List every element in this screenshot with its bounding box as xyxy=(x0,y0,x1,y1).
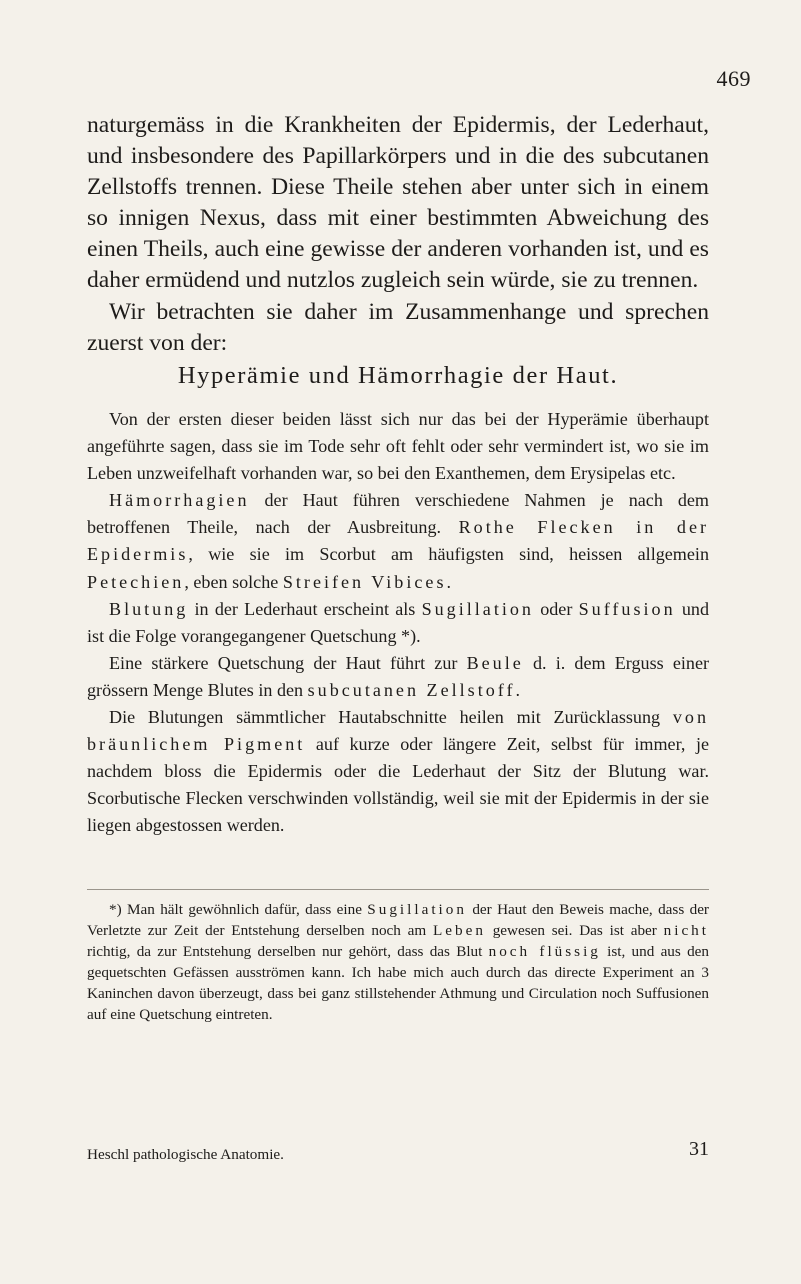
spaced-term: noch flüssig xyxy=(488,942,601,960)
spaced-term: von bräunlichem Pigment xyxy=(87,707,709,755)
spaced-term: subcutanen Zellstoff xyxy=(307,679,516,700)
section-body xyxy=(87,406,709,840)
body-paragraph: Blutung in der Lederhaut erscheint als Sugillation oder Suffusion und ist die Folge vorangegangener Quetschung *). xyxy=(87,598,709,646)
page-footer xyxy=(87,1138,709,1168)
spaced-term: Suffusion xyxy=(578,598,676,619)
section-heading: Hyperämie und Hämorrhagie der Haut. xyxy=(177,362,619,389)
spaced-term: Sugillation xyxy=(421,598,534,619)
body-paragraph: Von der ersten dieser beiden lässt sich nur das bei der Hyperämie überhaupt angeführte sagen, dass sie im Tode sehr oft fehlt oder sehr vermindert ist, wo sie im Leben unzweifelhaft vorhanden war, so bei den Exanthemen, dem Erysipelas etc. xyxy=(87,409,709,484)
spaced-term: Petechien xyxy=(87,571,185,592)
footnote-paragraph: *) Man hält gewöhnlich dafür, dass eine Sugillation der Haut den Beweis mache, dass der Verletzte zur Zeit der Entstehung derselben noch am Leben gewesen sei. Das ist aber nicht richtig, da zur Entstehung derselben nur gehört, dass das Blut noch flüssig ist, und aus den gequetschten Gefässen ausströmen kann. Ich habe mich auch durch das directe Experiment an 3 Kaninchen davon überzeugt, dass bei ganz stillstehender Athmung und Circulation noch Suffusionen auf eine Quetschung eintreten. xyxy=(87,901,709,1023)
spaced-term: Leben xyxy=(432,921,486,939)
footnote-divider xyxy=(87,889,709,890)
spaced-term: nicht xyxy=(663,921,709,939)
intro-paragraph: Wir betrachten sie daher im Zusammenhange und sprechen zuerst von der: xyxy=(87,298,709,356)
body-paragraph: Hämorrhagien der Haut führen verschiedene Nahmen je nach dem betroffenen Theile, nach der Ausbreitung. Rothe Flecken in der Epidermis, wie sie im Scorbut am häufigsten sind, heissen allgemein Petechien, eben solche Streifen Vibices. xyxy=(87,490,709,592)
footer-source: Heschl pathologische Anatomie. xyxy=(87,1146,284,1163)
body-paragraph: Eine stärkere Quetschung der Haut führt zur Beule d. i. dem Erguss einer grössern Menge Blutes in den subcutanen Zellstoff. xyxy=(87,652,709,700)
intro-text xyxy=(87,110,709,359)
signature-mark: 31 xyxy=(689,1138,709,1160)
footnote xyxy=(87,900,709,1025)
spaced-term: Streifen Vibices xyxy=(282,571,447,592)
spaced-term: Rothe Flecken in der Epidermis xyxy=(87,517,709,565)
spaced-term: Sugillation xyxy=(367,901,467,918)
page-number: 469 xyxy=(716,66,751,91)
intro-paragraph: naturgemäss in die Krankheiten der Epidermis, der Lederhaut, und insbesondere des Papillarkörpers und in die des subcutanen Zellstoffs trennen. Diese Theile stehen aber unter sich in einem so innigen Nexus, dass mit einer bestimmten Abweichung des einen Theils, auch eine gewisse der anderen vorhanden ist, und es daher ermüdend und nutzlos zugleich sein würde, sie zu trennen. xyxy=(87,112,709,294)
body-paragraph: Die Blutungen sämmtlicher Hautabschnitte heilen mit Zurücklassung von bräunlichem Pigment auf kurze oder längere Zeit, selbst für immer, je nachdem bloss die Epidermis oder die Lederhaut der Sitz der Blutung war. Scorbutische Flecken verschwinden vollständig, weil sie mit der Epidermis in der sie liegen abgestossen werden. xyxy=(87,707,709,836)
spaced-term: Blutung xyxy=(109,598,189,619)
spaced-term: Hämorrhagien xyxy=(109,490,250,511)
spaced-term: Beule xyxy=(466,652,524,673)
